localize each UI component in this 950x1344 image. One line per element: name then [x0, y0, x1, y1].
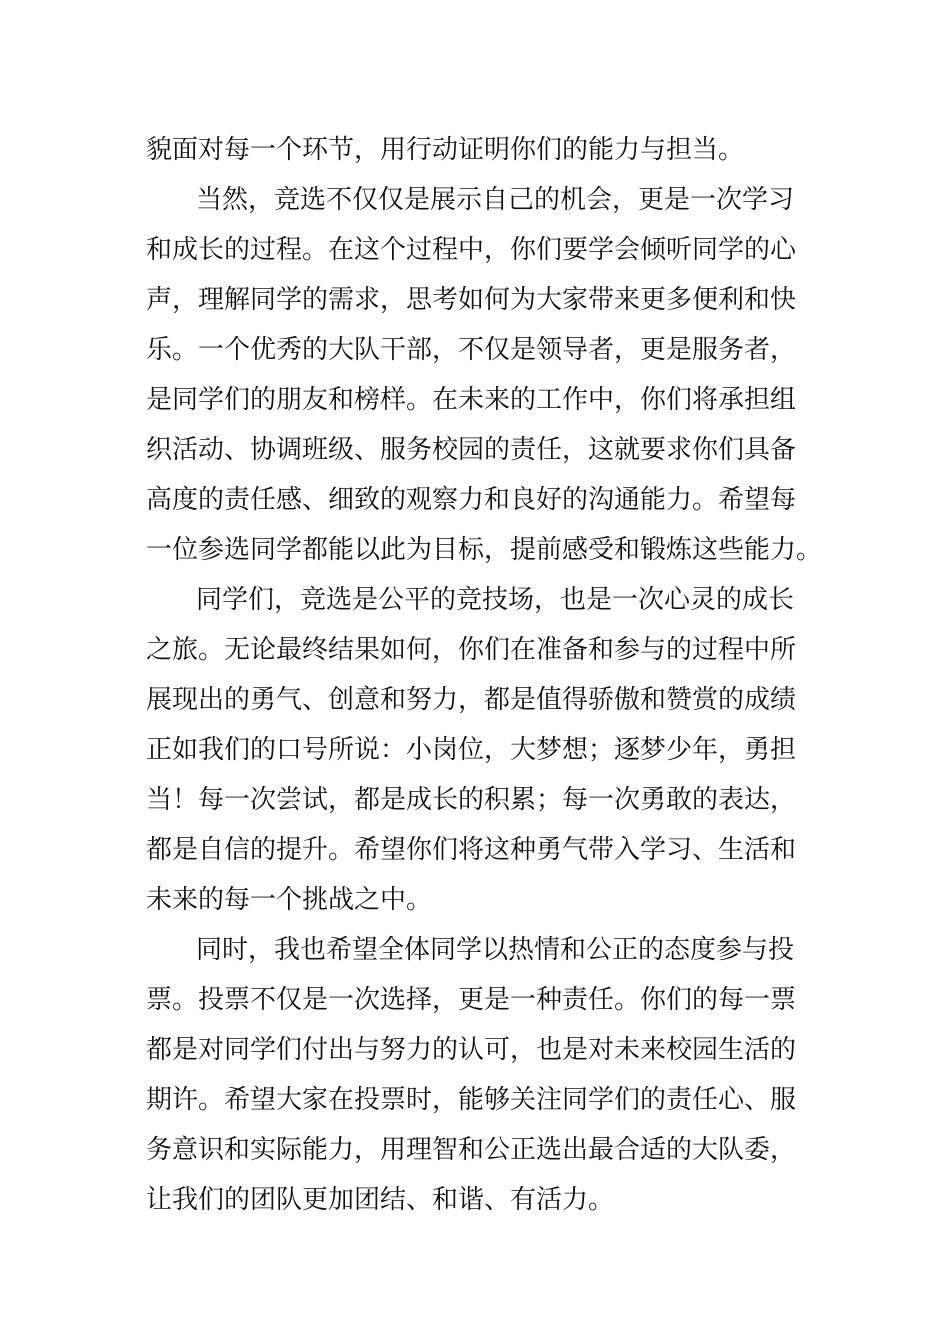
text-line: 展现出的勇气、创意和努力，都是值得骄傲和赞赏的成绩: [146, 685, 797, 715]
text-line: 织活动、协调班级、服务校园的责任，这就要求你们具备: [146, 435, 797, 465]
text-line: 之旅。无论最终结果如何，你们在准备和参与的过程中所: [146, 635, 797, 665]
text-line: 和成长的过程。在这个过程中，你们要学会倾听同学的心: [146, 235, 797, 265]
text-line: 务意识和实际能力，用理智和公正选出最合适的大队委，: [146, 1135, 797, 1165]
text-line: 让我们的团队更加团结、和谐、有活力。: [146, 1185, 615, 1215]
text-line: 期许。希望大家在投票时，能够关注同学们的责任心、服: [146, 1085, 797, 1115]
text-line: 当！每一次尝试，都是成长的积累；每一次勇敢的表达，: [146, 785, 797, 815]
text-line: 都是自信的提升。希望你们将这种勇气带入学习、生活和: [146, 835, 797, 865]
paragraph-first-line: 同时，我也希望全体同学以热情和公正的态度参与投: [196, 935, 795, 965]
text-line: 貌面对每一个环节，用行动证明你们的能力与担当。: [146, 135, 745, 165]
text-line: 正如我们的口号所说：小岗位，大梦想；逐梦少年，勇担: [146, 735, 797, 765]
text-line: 是同学们的朋友和榜样。在未来的工作中，你们将承担组: [146, 385, 797, 415]
text-line: 声，理解同学的需求，思考如何为大家带来更多便利和快: [146, 285, 797, 315]
paragraph-first-line: 当然，竞选不仅仅是展示自己的机会，更是一次学习: [196, 185, 795, 215]
text-line: 票。投票不仅是一次选择，更是一种责任。你们的每一票: [146, 985, 797, 1015]
text-line: 未来的每一个挑战之中。: [146, 885, 433, 915]
text-line: 高度的责任感、细致的观察力和良好的沟通能力。希望每: [146, 485, 797, 515]
text-line: 都是对同学们付出与努力的认可，也是对未来校园生活的: [146, 1035, 797, 1065]
paragraph-first-line: 同学们，竞选是公平的竞技场，也是一次心灵的成长: [196, 585, 795, 615]
text-line: 一位参选同学都能以此为目标，提前感受和锻炼这些能力。: [146, 535, 823, 565]
text-line: 乐。一个优秀的大队干部，不仅是领导者，更是服务者，: [146, 335, 797, 365]
